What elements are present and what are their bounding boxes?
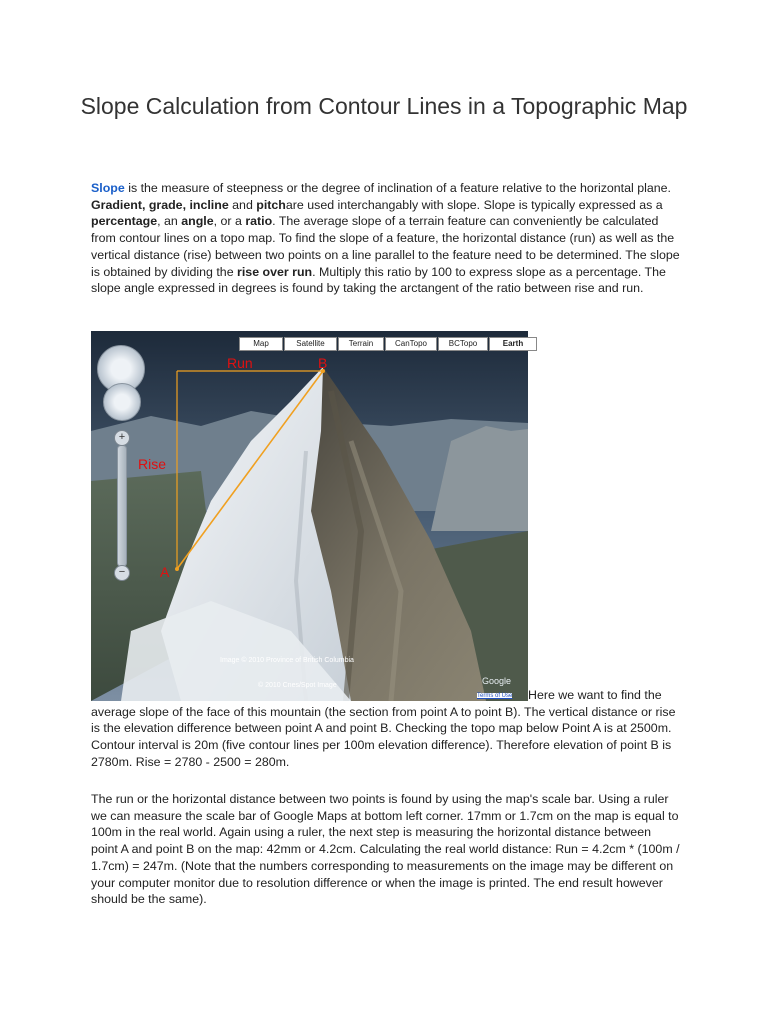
pan-control[interactable]	[103, 383, 141, 421]
run-label: Run	[227, 355, 253, 371]
point-a-label: A	[160, 564, 170, 580]
tab-map[interactable]: Map	[239, 337, 283, 351]
google-logo: Google	[482, 676, 512, 686]
tab-cantopo[interactable]: CanTopo	[385, 337, 437, 351]
tab-satellite[interactable]: Satellite	[284, 337, 337, 351]
terms-of-use-link[interactable]: Terms of Use	[477, 693, 513, 699]
page-title: Slope Calculation from Contour Lines in a Topographic Map	[80, 93, 688, 119]
rise-label: Rise	[138, 456, 167, 472]
mountain-image	[91, 331, 528, 701]
rise-paragraph: Here we want to find the average slope of the face of this mountain (the section from point A to point B). The vertical distance or rise is the elevation difference between point A and point B. Checking the topo map below Point A is at 2500m. Contour interval is 20m (five contour lines per 100m elevation difference). Therefore elevation of point B is 2780m. Rise = 2780 - 2500 = 280m.	[91, 688, 676, 769]
intro-paragraph: Slope is the measure of steepness or the degree of inclination of a feature relative to the horizontal plane. Gradient, grade, incline and pitchare used interchangably with slope. Slope is typically expressed as a percentage, an angle, or a ratio. The average slope of a terrain feature can conveniently be calculated from contour lines on a topo map. To find the slope of a feature, the horizontal distance (run) as well as the vertical distance (rise) between two points on a line parallel to the feature need to be determined. The slope is obtained by dividing the rise over run. Multiply this ratio by 100 to express slope as a percentage. The slope angle expressed in degrees is found by taking the arctangent of the ratio between rise and run.	[91, 181, 680, 296]
point-b-label: B	[318, 355, 328, 371]
zoom-in-button[interactable]: +	[114, 430, 130, 446]
image-credit-bc: Image © 2010 Province of British Columbia	[220, 657, 354, 664]
map-type-tabs	[239, 337, 538, 351]
tab-bctopo[interactable]: BCTopo	[438, 337, 488, 351]
run-paragraph: The run or the horizontal distance between two points is found by using the map's scale bar. Using a ruler we can measure the scale bar of Google Maps at bottom left corner. 17mm or 1.7cm on the map is equal to 100m in the real world. Again using a ruler, the next step is measuring the horizontal distance between point A and point B on the map: 42mm or 4.2cm. Calculating the real world distance: Run = 4.2cm * (100m / 1.7cm) = 247m. (Note that the numbers corresponding to measurements on the image may be different on your computer monitor due to resolution difference or when the image is printed. The end result however should be the same).	[91, 792, 680, 907]
mountain-illustration	[91, 331, 528, 701]
tab-terrain[interactable]: Terrain	[338, 337, 384, 351]
zoom-slider[interactable]	[117, 445, 127, 567]
image-credit-cnes: © 2010 Cnes/Spot Image	[258, 682, 337, 689]
slope-link[interactable]: Slope	[91, 181, 125, 195]
zoom-out-button[interactable]: −	[114, 565, 130, 581]
tab-earth[interactable]: Earth	[489, 337, 537, 351]
